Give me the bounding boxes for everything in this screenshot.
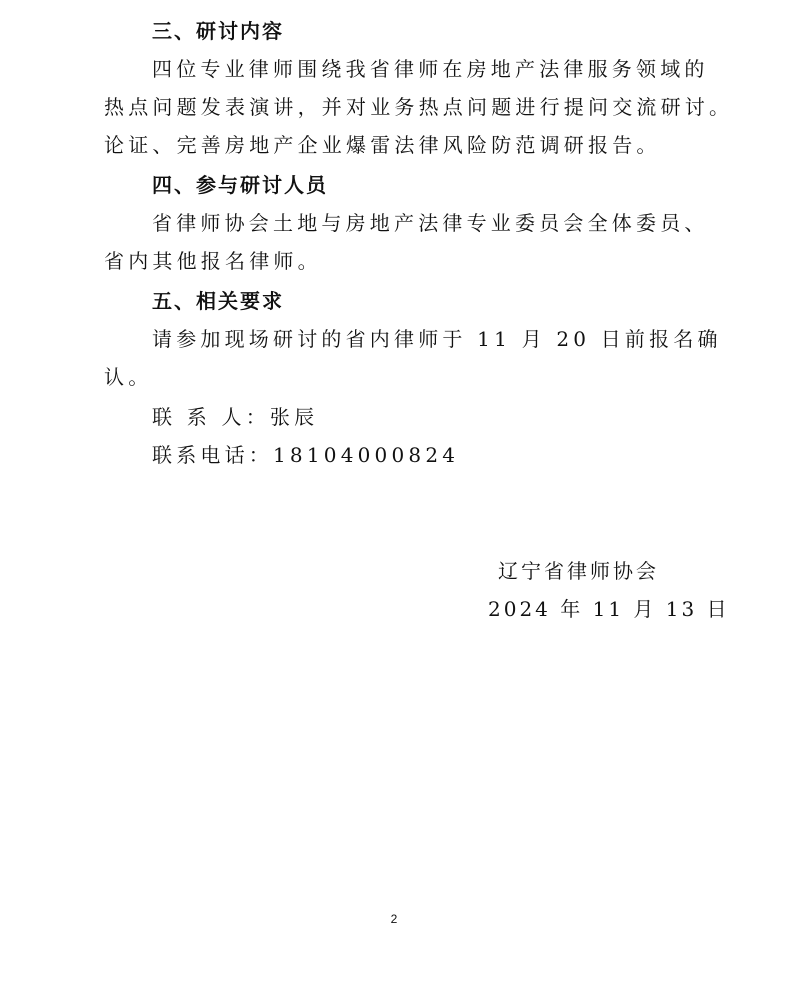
section-five-paragraph-line-1: 请参加现场研讨的省内律师于 11 月 20 日前报名确 — [152, 327, 722, 351]
page-number: 2 — [390, 912, 398, 926]
section-four-paragraph-line-1: 省律师协会土地与房地产法律专业委员会全体委员、 — [152, 211, 709, 235]
section-three-paragraph-line-3: 论证、完善房地产企业爆雷法律风险防范调研报告。 — [104, 133, 661, 157]
contact-phone: 联系电话：18104000824 — [152, 443, 460, 467]
section-five-paragraph-line-2: 认。 — [104, 365, 153, 389]
section-five-heading: 五、相关要求 — [152, 289, 284, 313]
contact-person: 联 系 人：张辰 — [152, 405, 319, 429]
section-three-paragraph-line-2: 热点问题发表演讲，并对业务热点问题进行提问交流研讨。 — [104, 95, 734, 119]
section-three-heading: 三、研讨内容 — [152, 19, 284, 43]
signature-organization: 辽宁省律师协会 — [498, 559, 659, 583]
signature-date: 2024 年 11 月 13 日 — [488, 597, 730, 621]
section-three-paragraph-line-1: 四位专业律师围绕我省律师在房地产法律服务领域的 — [152, 57, 709, 81]
section-four-heading: 四、参与研讨人员 — [152, 173, 328, 197]
section-four-paragraph-line-2: 省内其他报名律师。 — [104, 249, 322, 273]
